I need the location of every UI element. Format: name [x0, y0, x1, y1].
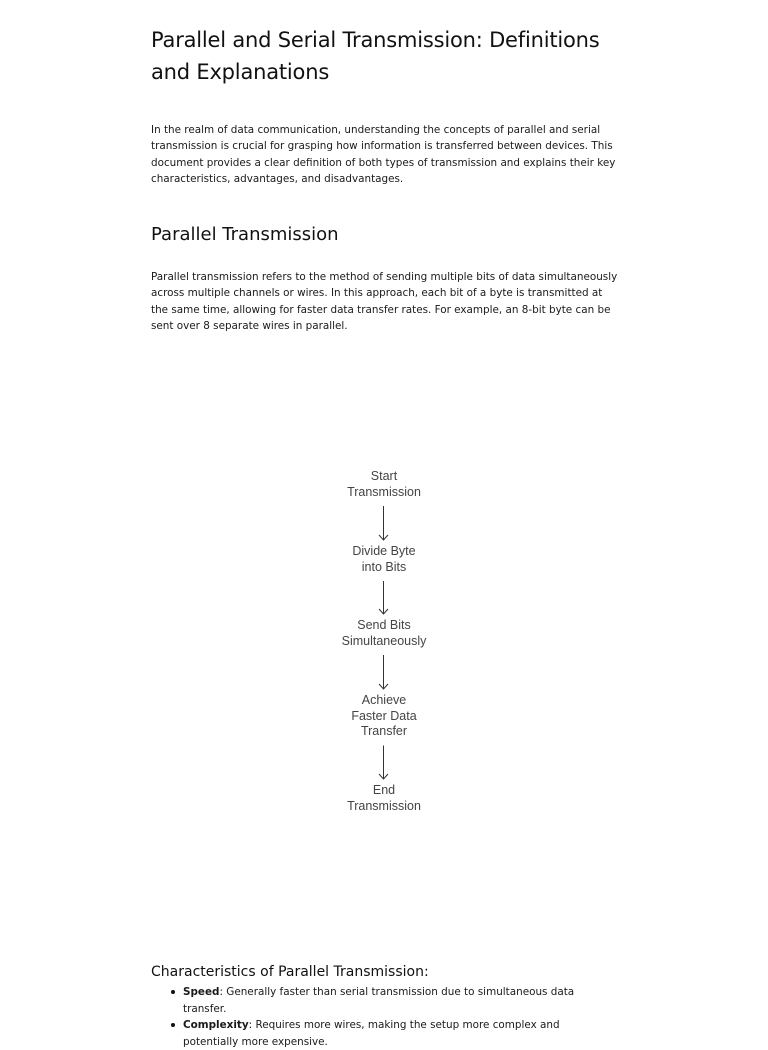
list-item	[169, 984, 599, 1017]
flowchart-step-text: Start	[370, 469, 398, 483]
characteristics-list	[169, 984, 599, 1050]
parallel-description: Parallel transmission refers to the method of sending multiple bits of data simultaneously across multiple channels or wires. In this approach, each bit of a byte is transmitted at the same time, allowing for faster data transfer rates. For example, an 8-bit byte can be sent over 8 separate wires in parallel.	[151, 271, 618, 333]
flowchart-step-text: Transfer	[360, 724, 408, 738]
characteristic-text: : Requires more wires, making the setup more complex and potentially more expensive.	[183, 1019, 560, 1048]
flowchart-step-text: Achieve	[361, 693, 407, 707]
flowchart-step-text: Transmission	[347, 798, 421, 813]
flowchart-step-text: Transmission	[347, 484, 421, 499]
document-page	[151, 0, 618, 1048]
intro-paragraph: In the realm of data communication, understanding the concepts of parallel and serial transmission is crucial for grasping how information is transferred between devices. This document provides a clear definition of both types of transmission and explains their key characteristics, advantages, and disadvantages.	[151, 124, 616, 186]
characteristic-text: : Generally faster than serial transmission due to simultaneous data transfer.	[183, 986, 575, 1015]
document-title: Parallel and Serial Transmission: Definitions and Explanations	[151, 28, 600, 84]
section-heading-parallel: Parallel Transmission	[151, 224, 339, 245]
flowchart-step-text: into Bits	[361, 559, 407, 574]
characteristic-term: Complexity	[183, 1019, 249, 1031]
flowchart-step-text: Divide Byte	[352, 544, 416, 558]
characteristic-term: Speed	[183, 986, 220, 998]
flowchart-step-text: Faster Data	[351, 708, 417, 723]
list-item	[169, 1017, 599, 1050]
flowchart-step-text: End	[372, 783, 396, 797]
characteristics-heading: Characteristics of Parallel Transmission:	[151, 964, 429, 980]
flowchart-step-text: Send Bits	[357, 618, 411, 632]
flowchart-step-text: Simultaneously	[341, 633, 427, 648]
